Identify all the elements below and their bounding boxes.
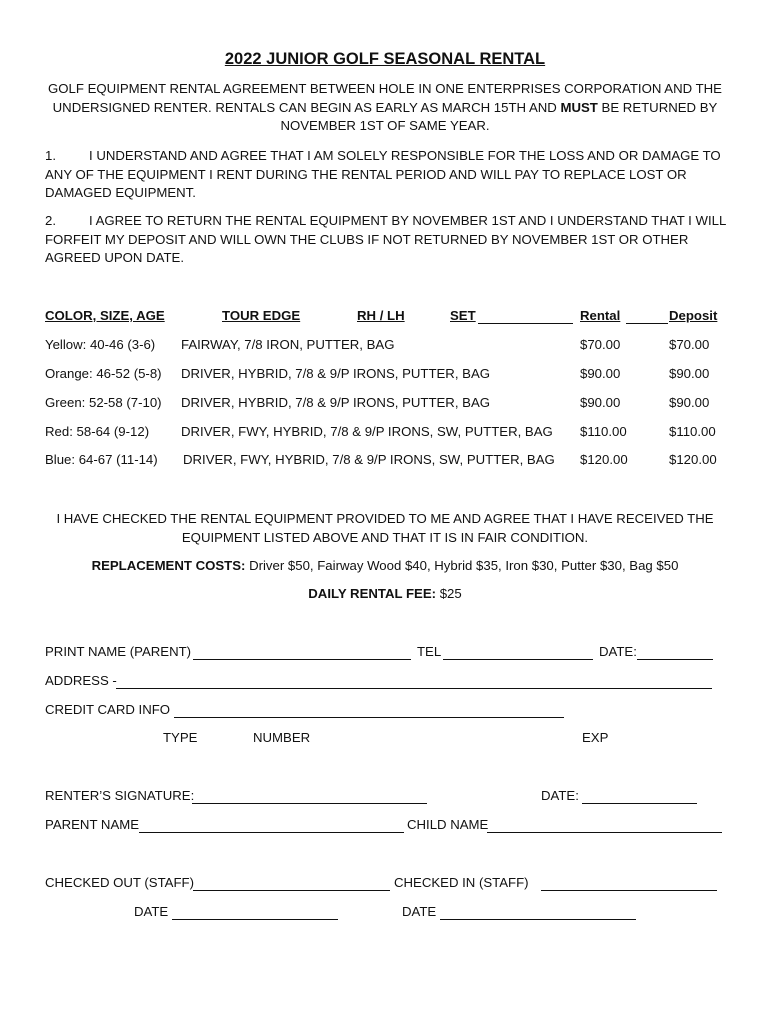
- intro-emphasis: MUST: [560, 99, 598, 115]
- cell-deposit: $120.00: [669, 452, 717, 467]
- replacement-label: REPLACEMENT COSTS:: [91, 558, 246, 573]
- clause-number: 2.: [45, 213, 56, 228]
- checked-out-date-label: DATE: [134, 904, 169, 919]
- checked-out-label: CHECKED OUT (STAFF): [45, 875, 194, 890]
- cell-set: DRIVER, HYBRID, 7/8 & 9/P IRONS, PUTTER, BAG: [181, 395, 491, 410]
- card-number-label: NUMBER: [253, 730, 311, 745]
- replacement-costs: [0, 558, 770, 573]
- intro-paragraph: [40, 80, 730, 136]
- cell-color: Red: 58-64 (9-12): [45, 424, 150, 439]
- cell-color: Blue: 64-67 (11-14): [45, 452, 158, 467]
- cell-set: DRIVER, HYBRID, 7/8 & 9/P IRONS, PUTTER, BAG: [181, 366, 491, 381]
- checked-out-field[interactable]: [193, 890, 390, 891]
- clause-1: [45, 147, 735, 203]
- cell-deposit: $110.00: [669, 424, 716, 439]
- cell-deposit: $90.00: [669, 395, 710, 410]
- print-name-label: PRINT NAME (PARENT): [45, 644, 192, 659]
- cell-rental: $110.00: [580, 424, 627, 439]
- tel-label: TEL: [417, 644, 442, 659]
- child-name-label: CHILD NAME: [407, 817, 489, 832]
- clause-number: 1.: [45, 148, 56, 163]
- daily-fee: [0, 586, 770, 601]
- cell-set: FAIRWAY, 7/8 IRON, PUTTER, BAG: [181, 337, 395, 352]
- address-label: ADDRESS -: [45, 673, 117, 688]
- cell-color: Orange: 46-52 (5-8): [45, 366, 162, 381]
- col-header-tour: TOUR EDGE: [222, 308, 301, 323]
- clause-text: I AGREE TO RETURN THE RENTAL EQUIPMENT BY NOVEMBER 1ST AND I UNDERSTAND THAT I WILL FORFEIT MY DEPOSIT AND WILL OWN THE CLUBS IF NOT RETURNED BY NOVEMBER 1ST OR OTHER AGREED UPON DATE.: [45, 213, 726, 265]
- col-header-hand: RH / LH: [357, 308, 405, 323]
- clause-2: [45, 212, 735, 268]
- date-label: DATE:: [599, 644, 637, 659]
- cell-rental: $90.00: [580, 395, 621, 410]
- cell-set: DRIVER, FWY, HYBRID, 7/8 & 9/P IRONS, SW, PUTTER, BAG: [181, 424, 553, 439]
- acknowledgement: I HAVE CHECKED THE RENTAL EQUIPMENT PROVIDED TO ME AND AGREE THAT I HAVE RECEIVED THE EQUIPMENT LISTED ABOVE AND THAT IT IS IN FAIR CONDITION.: [56, 511, 714, 545]
- checked-in-date-label: DATE: [402, 904, 437, 919]
- cell-deposit: $70.00: [669, 337, 710, 352]
- card-type-label: TYPE: [163, 730, 198, 745]
- intro-text-start: GOLF EQUIPMENT RENTAL AGREEMENT BETWEEN HOLE IN ONE ENTERPRISES CORPORATION AND THE UNDERSIGNED RENTER. RENTALS CAN BEGIN AS EARLY AS MARCH 15TH AND: [48, 81, 722, 115]
- parent-name-label: PARENT NAME: [45, 817, 140, 832]
- address-field[interactable]: [116, 688, 712, 689]
- checked-in-label: CHECKED IN (STAFF): [394, 875, 529, 890]
- child-name-field[interactable]: [487, 832, 722, 833]
- card-exp-label: EXP: [582, 730, 609, 745]
- col-header-color: COLOR, SIZE, AGE: [45, 308, 165, 323]
- signature-label: RENTER’S SIGNATURE:: [45, 788, 195, 803]
- col-header-set: SET: [450, 308, 476, 323]
- cell-rental: $90.00: [580, 366, 621, 381]
- page-title: 2022 JUNIOR GOLF SEASONAL RENTAL: [224, 50, 546, 68]
- tel-field[interactable]: [443, 659, 593, 660]
- header-underline: [478, 323, 573, 324]
- cell-color: Yellow: 40-46 (3-6): [45, 337, 156, 352]
- checked-in-date-field[interactable]: [440, 919, 636, 920]
- signature-date-label: DATE:: [541, 788, 579, 803]
- header-underline: [626, 323, 668, 324]
- checked-out-date-field[interactable]: [172, 919, 338, 920]
- date-field[interactable]: [637, 659, 713, 660]
- cell-deposit: $90.00: [669, 366, 710, 381]
- credit-card-label: CREDIT CARD INFO: [45, 702, 171, 717]
- cell-set: DRIVER, FWY, HYBRID, 7/8 & 9/P IRONS, SW, PUTTER, BAG: [183, 452, 555, 467]
- col-header-deposit: Deposit: [669, 308, 718, 323]
- col-header-rental: Rental: [580, 308, 621, 323]
- cell-rental: $120.00: [580, 452, 628, 467]
- signature-field[interactable]: [192, 803, 427, 804]
- replacement-text: Driver $50, Fairway Wood $40, Hybrid $35, Iron $30, Putter $30, Bag $50: [245, 558, 679, 573]
- cell-color: Green: 52-58 (7-10): [45, 395, 162, 410]
- parent-name-field[interactable]: [139, 832, 404, 833]
- signature-date-field[interactable]: [582, 803, 697, 804]
- cell-rental: $70.00: [580, 337, 621, 352]
- daily-fee-label: DAILY RENTAL FEE:: [308, 586, 437, 601]
- clause-text: I UNDERSTAND AND AGREE THAT I AM SOLELY RESPONSIBLE FOR THE LOSS AND OR DAMAGE TO ANY OF THE EQUIPMENT I RENT DURING THE RENTAL PERIOD AND WILL PAY TO REPLACE LOST OR DAMAGED EQUIPMENT.: [45, 148, 721, 200]
- checked-in-field[interactable]: [541, 890, 717, 891]
- print-name-field[interactable]: [193, 659, 411, 660]
- credit-card-field[interactable]: [174, 717, 564, 718]
- daily-fee-text: $25: [436, 586, 462, 601]
- intro-text-end: BE RETURNED BY NOVEMBER 1ST OF SAME YEAR.: [280, 99, 718, 133]
